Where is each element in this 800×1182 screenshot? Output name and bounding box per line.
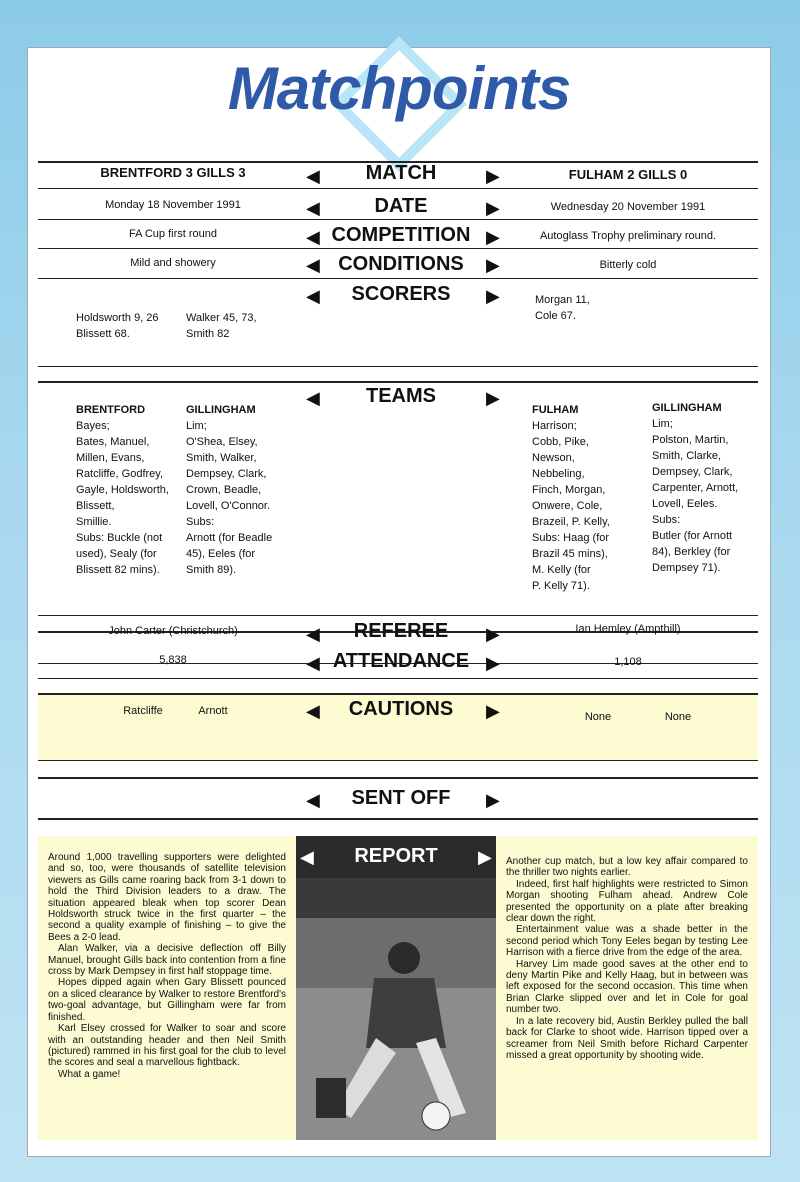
report-paragraph: Hopes dipped again when Gary Blissett pounced on a sliced clearance by Walker to restore Brentford's two-goal advantage, but Gillingham were far from finished. [48,977,286,1023]
right-arrow-icon: ▶ [486,227,500,247]
left-date: Monday 18 November 1991 [105,199,241,211]
divider [38,188,758,189]
label-attendance: ATTENDANCE [332,650,470,672]
left-caution-gills: Arnott [198,705,228,717]
divider [38,818,758,820]
team-list-gillingham-1: Lim; O'Shea, Elsey, Smith, Walker, Dempsey, Clark, Crown, Beadle, Lovell, O'Connor. Subs: Arnott (for Beadle 45), Eeles (for Smith 89). [186,420,273,576]
left-arrow-icon: ◀ [306,227,320,247]
divider [38,381,758,383]
right-arrow-icon: ▶ [486,388,500,408]
left-arrow-icon: ◀ [306,255,320,275]
right-referee: Ian Hemley (Ampthill) [575,623,681,635]
report-paragraph: Entertainment value was a shade better in the second period which Tony Eeles began by testing Lee Harrison with a fierce drive from the edge of the area. [506,924,748,959]
label-report: REPORT [354,845,438,867]
team-list-fulham: Harrison; Cobb, Pike, Newson, Nebbeling, Finch, Morgan, Onwere, Cole, Brazeil, P. Kelly, Subs: Haag (for Brazil 45 mins), M. Kelly (for P. Kelly 71). [532,420,610,592]
left-caution-home: Ratcliffe [123,705,163,717]
page-title: Matchpoints [227,55,571,122]
right-caution-home: None [584,711,612,723]
left-arrow-icon: ◀ [306,624,320,644]
divider [38,248,758,249]
right-date: Wednesday 20 November 1991 [550,201,706,213]
label-cautions: CAUTIONS [348,698,454,720]
right-arrow-icon: ▶ [486,198,500,218]
right-match-title: FULHAM 2 GILLS 0 [568,167,688,182]
divider [38,777,758,779]
left-match-title: BRENTFORD 3 GILLS 3 [100,165,246,180]
report-right-text [506,856,748,1061]
left-arrow-icon: ◀ [306,198,320,218]
right-arrow-icon: ▶ [486,701,500,721]
label-date: DATE [374,195,428,217]
report-paragraph: Another cup match, but a low key affair compared to the thriller two nights earlier. [506,856,748,879]
left-arrow-icon: ◀ [306,790,320,810]
report-paragraph: Harvey Lim made good saves at the other end to deny Martin Pike and Kelly Haag, but in between was left exposed for the second occasion. This time when Brian Clarke slipped over and let in Cole for goal number two. [506,958,748,1016]
left-scorers-gills: Walker 45, 73, Smith 82 [186,312,257,340]
right-arrow-icon: ▶ [486,286,500,306]
left-competition: FA Cup first round [128,228,218,240]
label-scorers: SCORERS [351,283,451,305]
team-name-gillingham-2: GILLINGHAM [652,402,722,414]
right-arrow-icon: ▶ [486,166,500,186]
report-paragraph: Karl Elsey crossed for Walker to soar and score with an outstanding header and then Neil Smith (pictured) rammed in his first goal for the club to level the scores and seal a marvellous fightback. [48,1023,286,1069]
divider [38,760,758,761]
right-arrow-icon: ▶ [486,790,500,810]
label-referee: REFEREE [353,620,449,642]
team-name-brentford: BRENTFORD [76,404,146,416]
right-arrow-icon: ▶ [486,653,500,673]
matchpoints-logo [28,48,770,160]
match-photo-illustration [296,878,496,1140]
left-arrow-icon: ◀ [306,286,320,306]
report-left-text [48,852,286,1080]
right-attendance: 1,108 [614,656,642,668]
right-arrow-icon: ▶ [486,624,500,644]
left-scorers-home: Holdsworth 9, 26 Blissett 68. [76,312,159,340]
team-name-gillingham-1: GILLINGHAM [186,404,256,416]
right-arrow-icon: ▶ [478,847,492,867]
match-photo [296,878,496,1140]
left-arrow-icon: ◀ [306,388,320,408]
divider [38,678,758,679]
report-paragraph: Indeed, first half highlights were restricted to Simon Morgan shooting Fulham ahead. Andrew Cole presented the opportunity on a plate after breaking clear down the right. [506,878,748,925]
divider [38,615,758,616]
label-teams: TEAMS [366,385,436,407]
left-referee: John Carter (Christchurch) [108,625,238,637]
divider [38,366,758,367]
left-arrow-icon: ◀ [306,166,320,186]
report-paragraph: Alan Walker, via a decisive deflection off Billy Manuel, brought Gills back into contention from a fine cross by Mark Dempsey in first half stoppage time. [48,943,286,978]
label-match: MATCH [365,162,437,184]
label-competition: COMPETITION [331,224,471,246]
report-header [296,836,496,878]
right-competition: Autoglass Trophy preliminary round. [539,230,717,242]
right-arrow-icon: ▶ [486,255,500,275]
report-paragraph: Around 1,000 travelling supporters were delighted and so, too, were thousands of satellite television viewers as Gills came roaring back from 3-1 down to hold the Third Division leaders to a draw. The situation appeared bleak when top scorer Dean Holdsworth struck twice in the first quarter – the second a quality example of finishing – to give the Bees a 2-0 lead. [48,852,286,943]
report-paragraph: What a game! [58,1068,121,1080]
left-arrow-icon: ◀ [306,701,320,721]
label-conditions: CONDITIONS [338,253,464,275]
team-list-gillingham-2: Lim; Polston, Martin, Smith, Clarke, Dempsey, Clark, Carpenter, Arnott, Lovell, Eeles. Subs: Butler (for Arnott 84), Berkley (for Dempsey 71). [652,418,739,574]
right-caution-gills: None [664,711,692,723]
right-conditions: Bitterly cold [599,259,657,271]
team-name-fulham: FULHAM [532,404,579,416]
matchpoints-page [28,48,770,1156]
left-attendance: 5,838 [159,654,187,666]
label-sent-off: SENT OFF [351,787,451,809]
divider [38,219,758,220]
report-paragraph: In a late recovery bid, Austin Berkley pulled the ball back for Clarke to shoot wide. Harrison tipped over a screamer from Neil Smith before Richard Carpenter missed a great opportunity by shooting wide. [506,1015,748,1061]
divider [38,278,758,279]
right-scorers: Morgan 11, Cole 67. [535,294,590,322]
left-conditions: Mild and showery [130,257,216,269]
left-arrow-icon: ◀ [306,653,320,673]
left-arrow-icon: ◀ [300,847,314,867]
team-list-brentford: Bayes; Bates, Manuel, Millen, Evans, Ratcliffe, Godfrey, Gayle, Holdsworth, Blissett, Smillie. Subs: Buckle (not used), Sealy (for Blissett 82 mins). [76,420,169,576]
